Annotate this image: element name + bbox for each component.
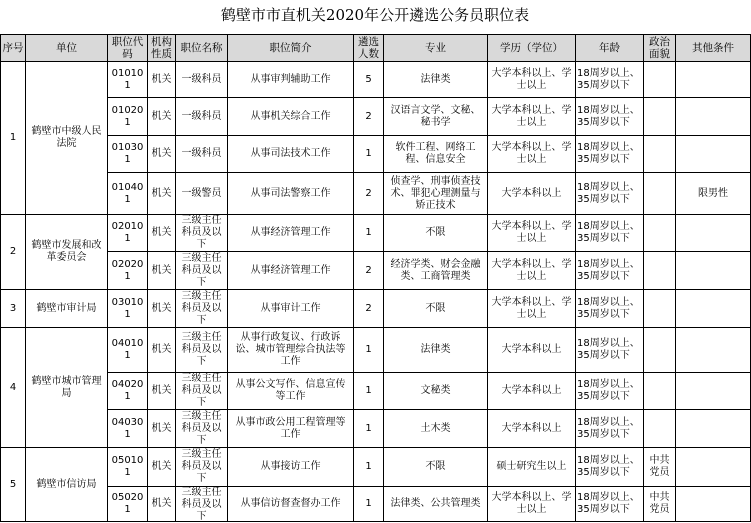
position-code-cell-text: 010101 <box>111 67 144 91</box>
major-cell-text: 侦查学、刑事侦查技术、罪犯心理测量与矫正技术 <box>390 175 481 211</box>
position-brief-cell[interactable] <box>228 215 354 252</box>
org-nature-cell[interactable] <box>148 62 176 98</box>
education-cell[interactable] <box>488 373 576 410</box>
education-cell[interactable] <box>488 487 576 522</box>
education-cell-text: 大学本科以上 <box>501 385 562 396</box>
quota-cell[interactable] <box>354 98 384 136</box>
age-cell[interactable] <box>576 410 644 448</box>
age-cell[interactable] <box>576 373 644 410</box>
org-nature-cell[interactable] <box>148 173 176 215</box>
position-brief-cell-text: 从事机关综合工作 <box>250 110 331 122</box>
politics-cell[interactable] <box>644 98 676 136</box>
age-cell[interactable] <box>576 215 644 252</box>
education-cell[interactable] <box>488 136 576 173</box>
education-cell-text: 大学本科以上、学士以上 <box>491 296 572 320</box>
position-name-cell-text: 三级主任科员及以下 <box>181 410 222 446</box>
table-row <box>1 215 751 252</box>
age-cell-text: 18周岁以上、35周岁以下 <box>577 416 640 440</box>
education-cell-text: 大学本科以上、学士以上 <box>491 258 572 282</box>
position-code-cell[interactable] <box>108 373 148 410</box>
position-brief-cell-text: 从事市政公用工程管理等工作 <box>235 416 346 440</box>
org-nature-cell-text: 机关 <box>151 461 172 472</box>
position-code-cell-text: 010401 <box>111 181 144 205</box>
age-cell[interactable] <box>576 173 644 215</box>
position-name-cell-text: 一级科员 <box>181 110 222 122</box>
education-cell-text: 大学本科以上、学士以上 <box>491 142 572 165</box>
quota-cell[interactable] <box>354 328 384 373</box>
position-name-cell[interactable] <box>176 173 228 215</box>
position-name-cell-text: 一级科员 <box>181 73 222 85</box>
age-cell[interactable] <box>576 252 644 290</box>
other-conditions-cell[interactable] <box>676 487 751 522</box>
politics-cell[interactable] <box>644 290 676 328</box>
org-nature-cell[interactable] <box>148 328 176 373</box>
major-cell-text: 不限 <box>425 227 446 238</box>
quota-cell[interactable] <box>354 62 384 98</box>
quota-cell-text: 1 <box>365 422 372 434</box>
age-cell-text: 18周岁以上、35周岁以下 <box>577 221 640 244</box>
major-cell[interactable] <box>384 98 488 136</box>
header-edu[interactable]: 学历（学位） <box>488 35 576 62</box>
header-other[interactable]: 其他条件 <box>676 35 751 62</box>
education-cell-text: 大学本科以上、学士以上 <box>491 221 572 244</box>
age-cell[interactable] <box>576 62 644 98</box>
other-conditions-cell[interactable] <box>676 173 751 215</box>
seq-cell[interactable]: 1 <box>1 62 26 215</box>
position-name-cell-text: 三级主任科员及以下 <box>181 449 222 484</box>
politics-cell-text: 中共党员 <box>649 492 670 515</box>
education-cell-text: 大学本科以上 <box>501 344 562 355</box>
quota-cell[interactable] <box>354 136 384 173</box>
major-cell[interactable] <box>384 62 488 98</box>
position-brief-cell[interactable] <box>228 62 354 98</box>
politics-cell[interactable] <box>644 328 676 373</box>
position-brief-cell-text: 从事经济管理工作 <box>250 264 331 276</box>
position-brief-cell[interactable] <box>228 290 354 328</box>
position-code-cell-text: 050201 <box>111 492 144 515</box>
education-cell-text: 大学本科以上 <box>501 187 562 199</box>
politics-cell[interactable] <box>644 62 676 98</box>
position-brief-cell-text: 从事经济管理工作 <box>250 227 331 238</box>
position-name-cell[interactable] <box>176 290 228 328</box>
major-cell-text: 法律类 <box>420 344 451 355</box>
position-code-cell-text: 040201 <box>111 379 144 402</box>
education-cell[interactable] <box>488 328 576 373</box>
org-nature-cell-text: 机关 <box>151 73 172 85</box>
position-brief-cell[interactable] <box>228 373 354 410</box>
position-brief-cell[interactable] <box>228 252 354 290</box>
table-row <box>1 373 751 410</box>
position-name-cell-text: 三级主任科员及以下 <box>181 332 222 367</box>
position-name-cell-text: 一级科员 <box>181 148 222 159</box>
other-conditions-cell[interactable] <box>676 373 751 410</box>
quota-cell[interactable] <box>354 173 384 215</box>
politics-cell[interactable] <box>644 215 676 252</box>
education-cell-text: 大学本科以上、学士以上 <box>491 104 572 128</box>
other-conditions-cell[interactable] <box>676 215 751 252</box>
org-nature-cell[interactable] <box>148 448 176 487</box>
org-nature-cell-text: 机关 <box>151 187 172 199</box>
position-code-cell-text: 020101 <box>111 221 144 244</box>
quota-cell-text: 5 <box>365 73 372 85</box>
position-name-cell[interactable] <box>176 487 228 522</box>
header-name[interactable]: 职位名称 <box>176 35 228 62</box>
org-nature-cell-text: 机关 <box>151 385 172 396</box>
major-cell[interactable] <box>384 410 488 448</box>
header-unit[interactable]: 单位 <box>26 35 108 62</box>
major-cell[interactable] <box>384 173 488 215</box>
table-body <box>1 62 751 522</box>
quota-cell-text: 2 <box>365 110 372 122</box>
header-politics[interactable]: 政治面貌 <box>644 35 676 62</box>
header-count[interactable]: 遴选人数 <box>354 35 384 62</box>
major-cell-text: 不限 <box>425 302 446 314</box>
education-cell[interactable] <box>488 448 576 487</box>
position-code-cell[interactable] <box>108 410 148 448</box>
position-code-cell-text: 010201 <box>111 104 144 128</box>
quota-cell[interactable] <box>354 215 384 252</box>
position-brief-cell-text: 从事行政复议、行政诉讼、城市管理综合执法等工作 <box>235 332 346 367</box>
position-brief-cell[interactable] <box>228 487 354 522</box>
education-cell-text: 大学本科以上、学士以上 <box>491 67 572 91</box>
education-cell[interactable] <box>488 252 576 290</box>
other-conditions-cell[interactable] <box>676 252 751 290</box>
other-conditions-cell[interactable] <box>676 98 751 136</box>
politics-cell[interactable] <box>644 487 676 522</box>
age-cell-text: 18周岁以上、35周岁以下 <box>577 455 640 478</box>
position-code-cell-text: 040101 <box>111 338 144 361</box>
age-cell[interactable] <box>576 487 644 522</box>
major-cell[interactable] <box>384 448 488 487</box>
age-cell-text: 18周岁以上、35周岁以下 <box>577 258 640 282</box>
quota-cell[interactable] <box>354 373 384 410</box>
position-brief-cell[interactable] <box>228 136 354 173</box>
major-cell-text: 土木类 <box>420 422 451 434</box>
table-row <box>1 252 751 290</box>
position-code-cell[interactable] <box>108 290 148 328</box>
position-brief-cell-text: 从事司法警察工作 <box>250 187 331 199</box>
age-cell-text: 18周岁以上、35周岁以下 <box>577 104 640 128</box>
position-code-cell[interactable] <box>108 252 148 290</box>
org-nature-cell[interactable] <box>148 98 176 136</box>
org-nature-cell[interactable] <box>148 290 176 328</box>
age-cell[interactable] <box>576 98 644 136</box>
position-brief-cell[interactable] <box>228 173 354 215</box>
other-conditions-cell[interactable] <box>676 136 751 173</box>
position-code-cell[interactable] <box>108 173 148 215</box>
seq-cell[interactable]: 3 <box>1 290 26 328</box>
org-nature-cell-text: 机关 <box>151 110 172 122</box>
position-name-cell-text: 三级主任科员及以下 <box>181 487 222 522</box>
position-brief-cell-text: 从事信访督查督办工作 <box>240 498 341 509</box>
position-code-cell[interactable] <box>108 328 148 373</box>
header-nature[interactable]: 机构性质 <box>148 35 176 62</box>
age-cell-text: 18周岁以上、35周岁以下 <box>577 379 640 402</box>
major-cell-text: 文秘类 <box>420 385 451 396</box>
position-code-cell-text: 020201 <box>111 258 144 282</box>
position-name-cell[interactable] <box>176 98 228 136</box>
major-cell-text: 经济学类、财会金融类、工商管理类 <box>390 258 481 282</box>
education-cell[interactable] <box>488 215 576 252</box>
education-cell[interactable] <box>488 410 576 448</box>
table-row <box>1 328 751 373</box>
unit-cell[interactable]: 鹤壁市信访局 <box>26 448 108 522</box>
position-code-cell-text: 010301 <box>111 142 144 165</box>
major-cell[interactable] <box>384 136 488 173</box>
position-brief-cell-text: 从事审判辅助工作 <box>250 73 331 85</box>
other-conditions-cell[interactable] <box>676 328 751 373</box>
position-code-cell[interactable] <box>108 487 148 522</box>
major-cell[interactable] <box>384 252 488 290</box>
quota-cell-text: 1 <box>365 498 372 509</box>
position-code-cell-text: 030101 <box>111 296 144 320</box>
position-name-cell-text: 三级主任科员及以下 <box>181 252 222 288</box>
header-brief[interactable]: 职位简介 <box>228 35 354 62</box>
position-brief-cell-text: 从事审计工作 <box>260 302 321 314</box>
header-seq[interactable]: 序号 <box>1 35 26 62</box>
org-nature-cell-text: 机关 <box>151 344 172 355</box>
org-nature-cell-text: 机关 <box>151 227 172 238</box>
quota-cell-text: 2 <box>365 302 372 314</box>
org-nature-cell[interactable] <box>148 487 176 522</box>
education-cell-text: 大学本科以上、学士以上 <box>491 492 572 515</box>
seq-cell[interactable]: 5 <box>1 448 26 522</box>
other-conditions-cell-text: 限男性 <box>698 187 728 199</box>
table-row <box>1 98 751 136</box>
age-cell[interactable] <box>576 136 644 173</box>
other-conditions-cell[interactable] <box>676 290 751 328</box>
position-name-cell[interactable] <box>176 136 228 173</box>
politics-cell-text: 中共党员 <box>649 455 670 478</box>
major-cell[interactable] <box>384 328 488 373</box>
major-cell[interactable] <box>384 487 488 522</box>
position-name-cell-text: 三级主任科员及以下 <box>181 215 222 250</box>
age-cell[interactable] <box>576 328 644 373</box>
major-cell-text: 法律类、公共管理类 <box>390 498 481 509</box>
education-cell-text: 大学本科以上 <box>501 422 562 434</box>
politics-cell[interactable] <box>644 252 676 290</box>
header-code[interactable]: 职位代码 <box>108 35 148 62</box>
major-cell[interactable] <box>384 373 488 410</box>
org-nature-cell[interactable] <box>148 136 176 173</box>
quota-cell-text: 1 <box>365 227 372 238</box>
org-nature-cell-text: 机关 <box>151 148 172 159</box>
seq-cell[interactable]: 2 <box>1 215 26 290</box>
org-nature-cell[interactable] <box>148 410 176 448</box>
org-nature-cell-text: 机关 <box>151 498 172 509</box>
position-brief-cell-text: 从事司法技术工作 <box>250 148 331 159</box>
age-cell-text: 18周岁以上、35周岁以下 <box>577 181 640 205</box>
education-cell[interactable] <box>488 290 576 328</box>
header-major[interactable]: 专业 <box>384 35 488 62</box>
position-name-cell[interactable] <box>176 448 228 487</box>
positions-table <box>0 34 751 522</box>
position-name-cell[interactable] <box>176 215 228 252</box>
table-row <box>1 487 751 522</box>
position-name-cell[interactable] <box>176 373 228 410</box>
org-nature-cell[interactable] <box>148 252 176 290</box>
table-row <box>1 410 751 448</box>
position-name-cell[interactable] <box>176 62 228 98</box>
position-code-cell[interactable] <box>108 136 148 173</box>
age-cell[interactable] <box>576 290 644 328</box>
table-row <box>1 448 751 487</box>
major-cell-text: 法律类 <box>420 73 451 85</box>
quota-cell-text: 2 <box>365 264 372 276</box>
position-name-cell-text: 一级警员 <box>181 187 222 199</box>
politics-cell[interactable] <box>644 410 676 448</box>
major-cell[interactable] <box>384 215 488 252</box>
position-brief-cell-text: 从事接访工作 <box>260 461 321 472</box>
age-cell-text: 18周岁以上、35周岁以下 <box>577 67 640 91</box>
major-cell-text: 不限 <box>425 461 446 472</box>
unit-cell[interactable]: 鹤壁市中级人民法院 <box>26 62 108 215</box>
position-brief-cell-text: 从事公文写作、信息宣传等工作 <box>235 379 346 402</box>
position-name-cell[interactable] <box>176 328 228 373</box>
quota-cell[interactable] <box>354 290 384 328</box>
table-row <box>1 290 751 328</box>
position-code-cell[interactable] <box>108 98 148 136</box>
header-age[interactable]: 年龄 <box>576 35 644 62</box>
age-cell-text: 18周岁以上、35周岁以下 <box>577 492 640 515</box>
org-nature-cell-text: 机关 <box>151 302 172 314</box>
position-name-cell[interactable] <box>176 252 228 290</box>
quota-cell-text: 1 <box>365 148 372 159</box>
education-cell[interactable] <box>488 62 576 98</box>
major-cell[interactable] <box>384 290 488 328</box>
quota-cell-text: 1 <box>365 461 372 472</box>
age-cell[interactable] <box>576 448 644 487</box>
other-conditions-cell[interactable] <box>676 62 751 98</box>
unit-cell[interactable]: 鹤壁市城市管理局 <box>26 328 108 448</box>
table-row <box>1 173 751 215</box>
position-brief-cell[interactable] <box>228 448 354 487</box>
org-nature-cell[interactable] <box>148 215 176 252</box>
table-row <box>1 136 751 173</box>
unit-cell[interactable]: 鹤壁市发展和改革委员会 <box>26 215 108 290</box>
position-code-cell-text: 050101 <box>111 455 144 478</box>
politics-cell[interactable] <box>644 373 676 410</box>
org-nature-cell-text: 机关 <box>151 422 172 434</box>
politics-cell[interactable] <box>644 173 676 215</box>
position-name-cell-text: 三级主任科员及以下 <box>181 290 222 326</box>
quota-cell-text: 2 <box>365 187 372 199</box>
position-name-cell[interactable] <box>176 410 228 448</box>
quota-cell[interactable] <box>354 448 384 487</box>
quota-cell-text: 1 <box>365 344 372 355</box>
politics-cell[interactable] <box>644 448 676 487</box>
education-cell[interactable] <box>488 173 576 215</box>
other-conditions-cell[interactable] <box>676 410 751 448</box>
quota-cell[interactable] <box>354 487 384 522</box>
quota-cell[interactable] <box>354 252 384 290</box>
table-row <box>1 62 751 98</box>
org-nature-cell-text: 机关 <box>151 264 172 276</box>
position-code-cell[interactable] <box>108 62 148 98</box>
age-cell-text: 18周岁以上、35周岁以下 <box>577 338 640 361</box>
position-code-cell[interactable] <box>108 215 148 252</box>
position-brief-cell[interactable] <box>228 410 354 448</box>
position-brief-cell[interactable] <box>228 328 354 373</box>
major-cell-text: 软件工程、网络工程、信息安全 <box>395 142 476 165</box>
header-row <box>1 35 751 62</box>
page-title: 鹤壁市市直机关2020年公开遴选公务员职位表 <box>220 6 530 24</box>
education-cell[interactable] <box>488 98 576 136</box>
quota-cell-text: 1 <box>365 385 372 396</box>
age-cell-text: 18周岁以上、35周岁以下 <box>577 296 640 320</box>
position-code-cell-text: 040301 <box>111 416 144 440</box>
position-name-cell-text: 三级主任科员及以下 <box>181 373 222 408</box>
org-nature-cell[interactable] <box>148 373 176 410</box>
quota-cell[interactable] <box>354 410 384 448</box>
position-code-cell[interactable] <box>108 448 148 487</box>
major-cell-text: 汉语言文学、文秘、秘书学 <box>390 104 481 128</box>
seq-cell[interactable]: 4 <box>1 328 26 448</box>
education-cell-text: 硕士研究生以上 <box>496 461 567 472</box>
age-cell-text: 18周岁以上、35周岁以下 <box>577 142 640 165</box>
position-brief-cell[interactable] <box>228 98 354 136</box>
other-conditions-cell[interactable] <box>676 448 751 487</box>
politics-cell[interactable] <box>644 136 676 173</box>
unit-cell[interactable]: 鹤壁市审计局 <box>26 290 108 328</box>
